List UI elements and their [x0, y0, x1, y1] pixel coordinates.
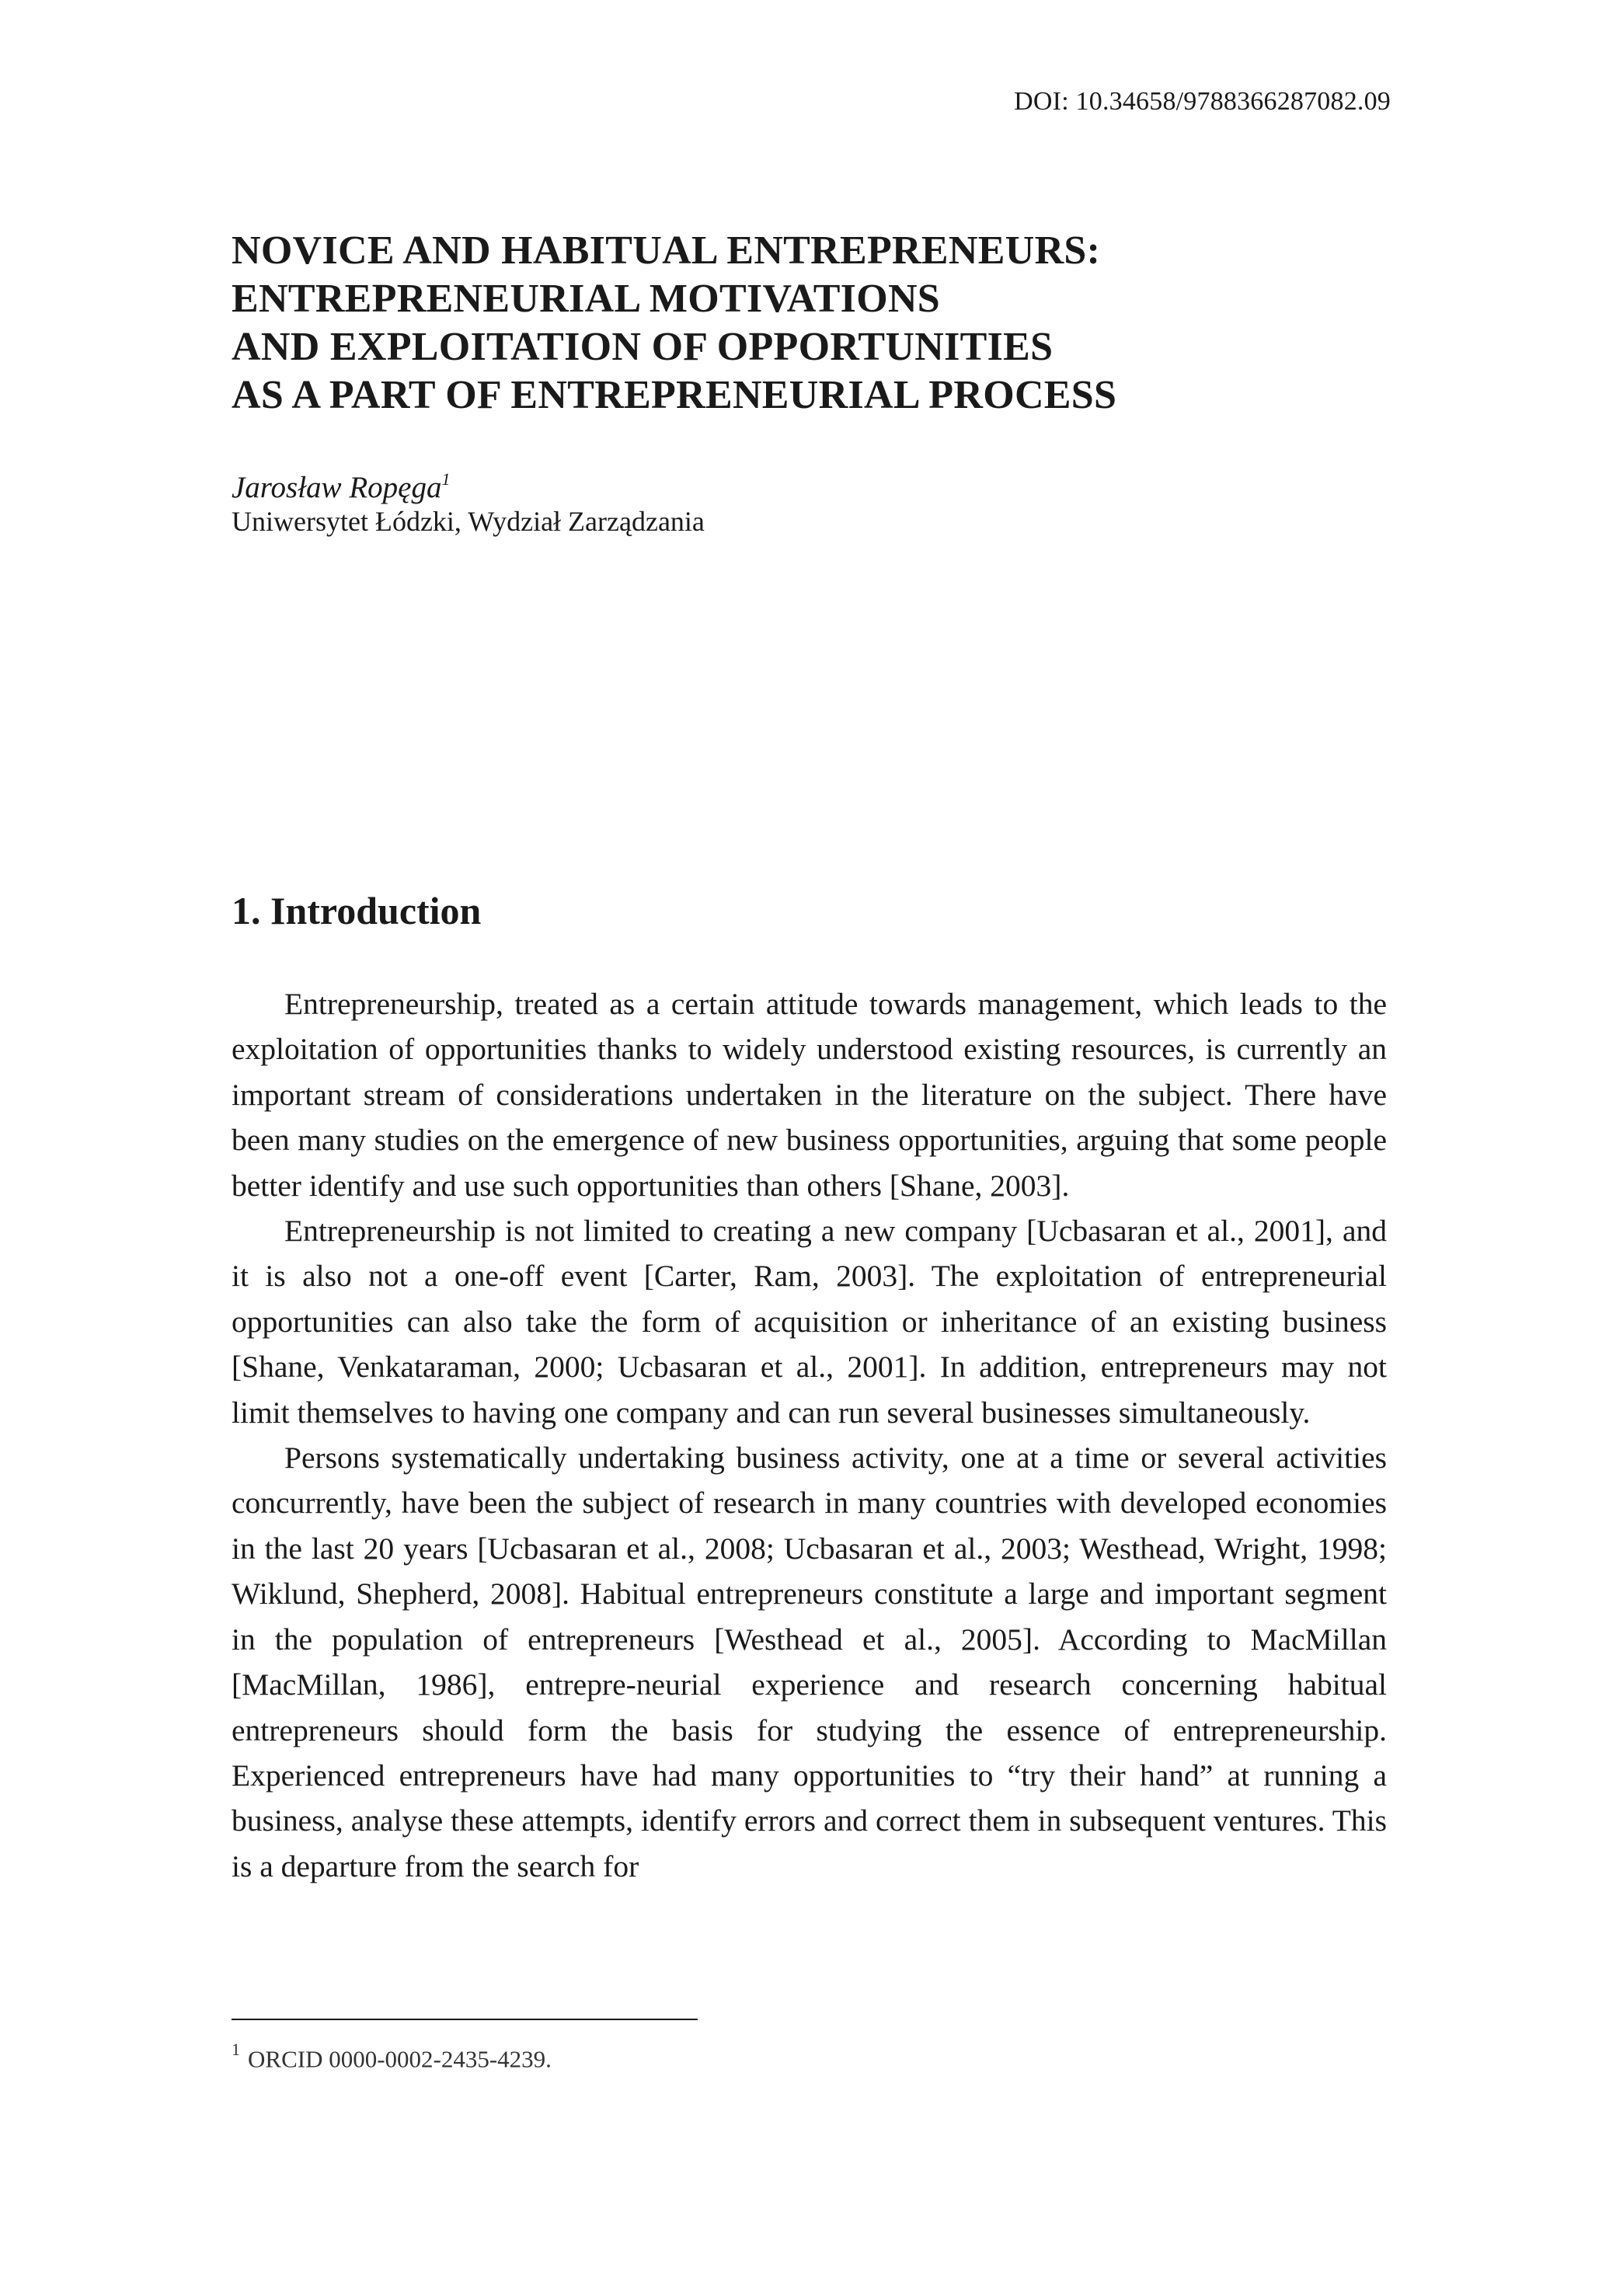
title-line: AS A PART OF ENTREPRENEURIAL PROCESS	[232, 373, 1117, 417]
title-line: ENTREPRENEURIAL MOTIVATIONS	[232, 277, 941, 321]
footnote-text: ORCID 0000-0002-2435-4239.	[248, 2045, 552, 2073]
title-line: AND EXPLOITATION OF OPPORTUNITIES	[232, 325, 1054, 369]
author-name: Jarosław Ropęga	[232, 471, 442, 504]
footnote	[232, 2037, 552, 2075]
title-line: NOVICE AND HABITUAL ENTREPRENEURS:	[232, 228, 1101, 273]
section-body	[232, 981, 1387, 1889]
author-footnote-mark[interactable]: 1	[441, 469, 451, 489]
body-paragraph: Persons systematically undertaking business activity, one at a time or several activities concurrently, have been the subject of research in many countries with developed economies in the last 20 years [Ucbasaran et al., 2008; Ucbasaran et al., 2003; Westhead, Wright, 1998; Wiklund, Shepherd, 2008]. Habitual entrepreneurs constitute a large and important segment in the population of entrepreneurs [Westhead et al., 2005]. According to MacMillan [MacMillan, 1986], entrepre-neurial experience and research concerning habitual entrepreneurs should form the basis for studying the essence of entrepreneurship. Experienced entrepreneurs have had many opportunities to “try their hand” at running a business, analyse these attempts, identify errors and correct them in subsequent ventures. This is a departure from the search for	[232, 1441, 1387, 1883]
author-name-line	[232, 462, 450, 507]
paper-title	[232, 227, 1397, 420]
footnote-mark: 1	[232, 2040, 240, 2059]
body-paragraph: Entrepreneurship is not limited to creating a new company [Ucbasaran et al., 2001], and it is also not a one-off event [Carter, Ram, 2003]. The exploitation of entrepreneurial opportunities can also take the form of acquisition or inheritance of an existing business [Shane, Venkataraman, 2000; Ucbasaran et al., 2001]. In addition, entrepreneurs may not limit themselves to having one company and can run several businesses simultaneously.	[232, 1214, 1387, 1430]
doi-identifier: DOI: 10.34658/9788366287082.09	[1014, 87, 1391, 116]
footnote-divider	[232, 2019, 698, 2020]
body-paragraph: Entrepreneurship, treated as a certain attitude towards management, which leads to the exploitation of opportunities thanks to widely understood existing resources, is currently an important stream of considerations undertaken in the literature on the subject. There have been many studies on the emergence of new business opportunities, arguing that some people better identify and use such opportunities than others [Shane, 2003].	[232, 987, 1387, 1203]
author-affiliation: Uniwersytet Łódzki, Wydział Zarządzania	[232, 506, 705, 537]
section-heading: 1. Introduction	[232, 889, 482, 932]
